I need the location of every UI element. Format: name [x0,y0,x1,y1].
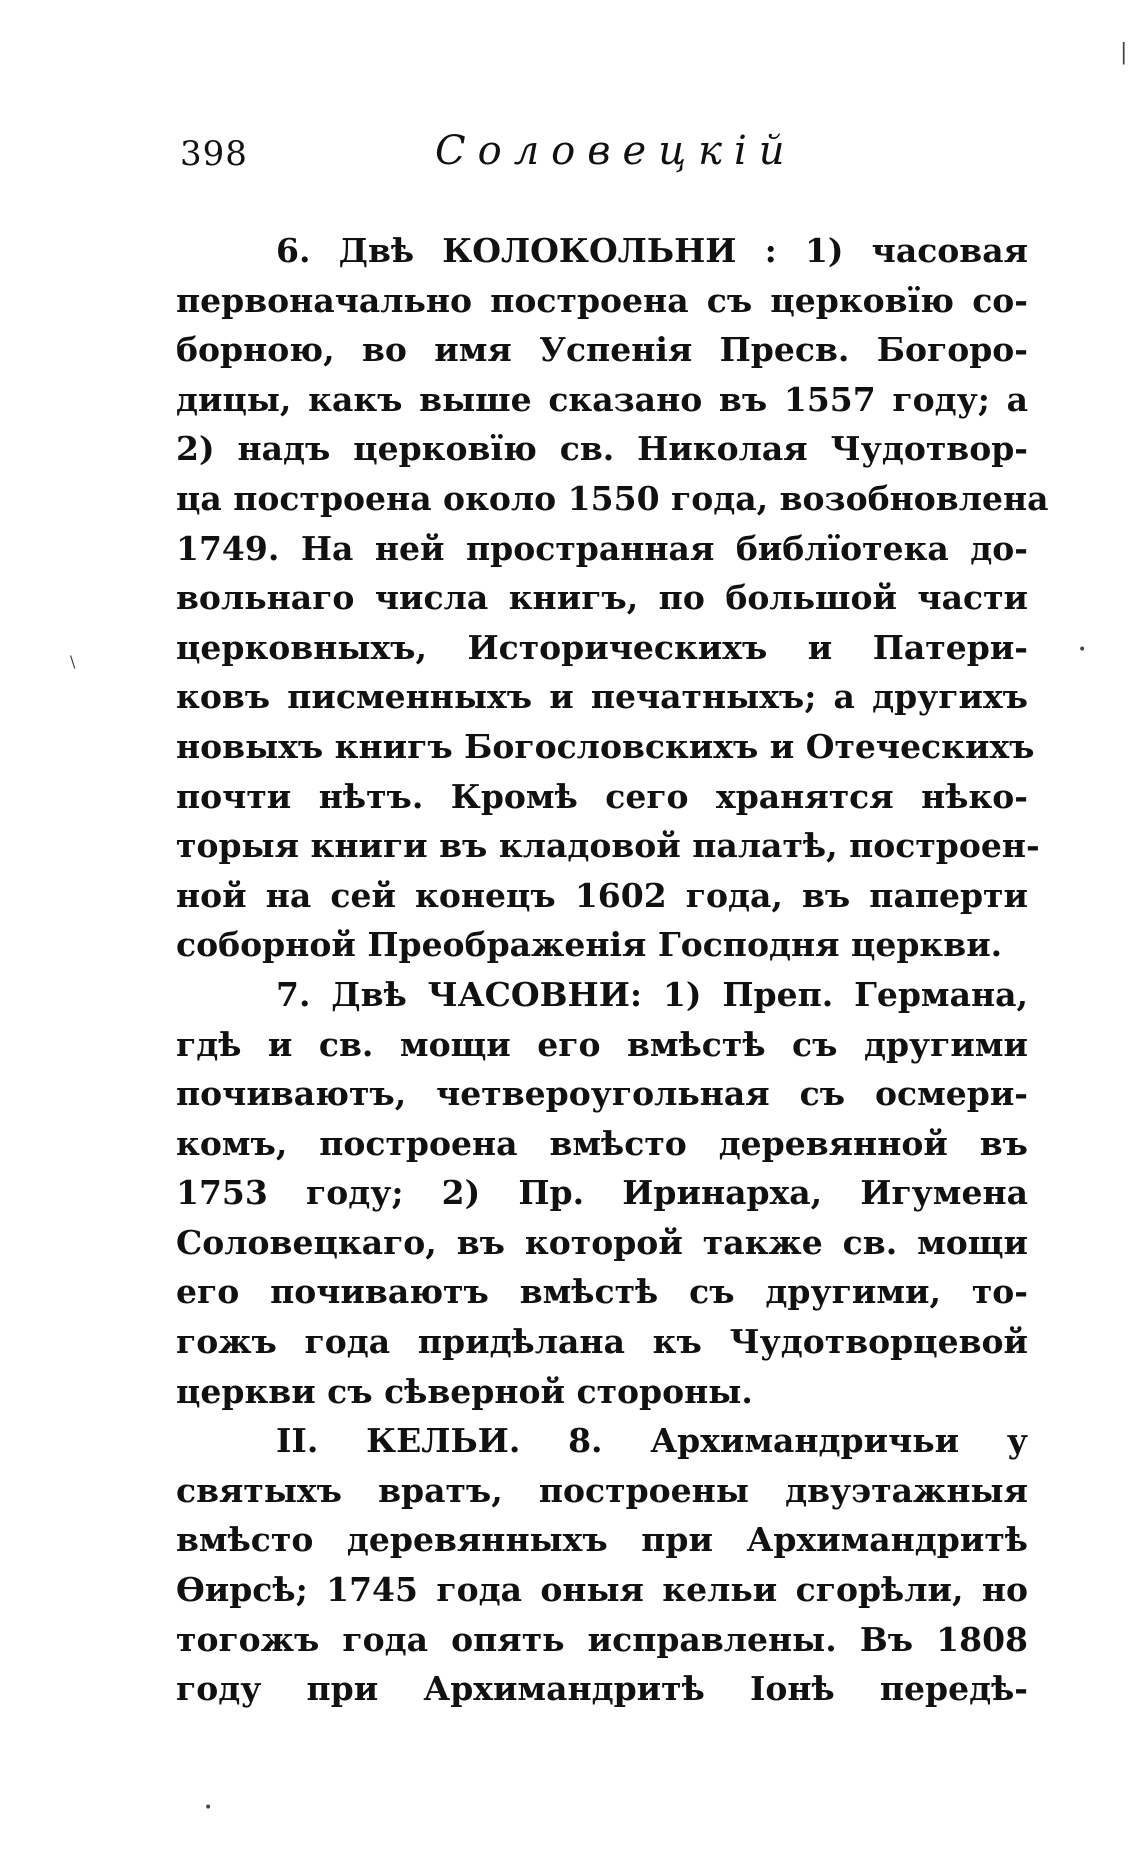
text-line: комъ, построена вмѣсто деревянной въ [176,1123,1028,1163]
text-line: первоначально построена съ церковїю со- [176,280,1028,320]
text-line: ца построена около 1550 года, возобновлена [176,478,1049,518]
print-speck: • [1078,642,1087,658]
text-line: 1749. На ней пространная библїотека до- [176,528,1028,568]
text-line: году при Архимандритѣ Іонѣ передѣ- [176,1669,1028,1709]
text-line: 6. Двѣ КОЛОКОЛЬНИ : 1) часовая [276,231,1028,270]
text-line: дицы, какъ выше сказано въ 1557 году; а [176,379,1028,419]
text-line: гожъ года придѣлана къ Чудотворцевой [176,1322,1028,1362]
text-line: 7. Двѣ ЧАСОВНИ: 1) Преп. Германа, [276,974,1028,1014]
text-line: гдѣ и св. мощи его вмѣстѣ съ другими [176,1024,1028,1064]
text-line: почиваютъ, четвероугольная съ осмери- [176,1074,1028,1114]
text-line: 1753 году; 2) Пр. Иринарха, Игумена [176,1173,1028,1213]
print-speck: \ [70,652,76,671]
text-line: святыхъ вратъ, построены двуэтажныя [176,1470,1028,1510]
text-line: вмѣсто деревянныхъ при Архимандритѣ [176,1520,1028,1560]
text-line: 2) надъ церковїю св. Николая Чудотвор- [176,429,1028,469]
text-line: II. КЕЛЬИ. 8. Архимандричьи у [276,1421,1028,1461]
text-line: тогожъ года опять исправлены. Въ 1808 [176,1619,1028,1659]
print-speck: | [1120,40,1128,65]
running-title: Соловецкій [435,128,797,174]
text-line: церкви съ сѣверной стороны. [176,1371,753,1411]
text-line: Ѳирсѣ; 1745 года оныя кельи сгорѣли, но [176,1570,1028,1610]
print-speck: • [204,1800,213,1816]
text-line: ковъ писменныхъ и печатныхъ; а другихъ [176,677,1028,717]
body-text [176,226,1049,1714]
text-line: его почиваютъ вмѣстѣ съ другими, то- [176,1272,1028,1312]
text-line: ной на сей конецъ 1602 года, въ паперти [176,875,1028,915]
page-number: 398 [180,134,248,174]
page-header [180,128,1020,188]
text-line: церковныхъ, Историческихъ и Патери- [176,627,1028,667]
text-line: Соловецкаго, въ которой также св. мощи [176,1222,1028,1262]
text-line: борною, во имя Успенія Пресв. Богоро- [176,330,1028,370]
text-line: торыя книги въ кладовой палатѣ, построен- [176,826,1040,866]
text-line: соборной Преображенія Господня церкви. [176,925,1003,965]
text-line: почти нѣтъ. Кромѣ сего хранятся нѣко- [176,776,1028,816]
text-line: новыхъ книгъ Богословскихъ и Отеческихъ [176,726,1035,766]
text-line: вольнаго числа книгъ, по большой части [176,578,1028,618]
